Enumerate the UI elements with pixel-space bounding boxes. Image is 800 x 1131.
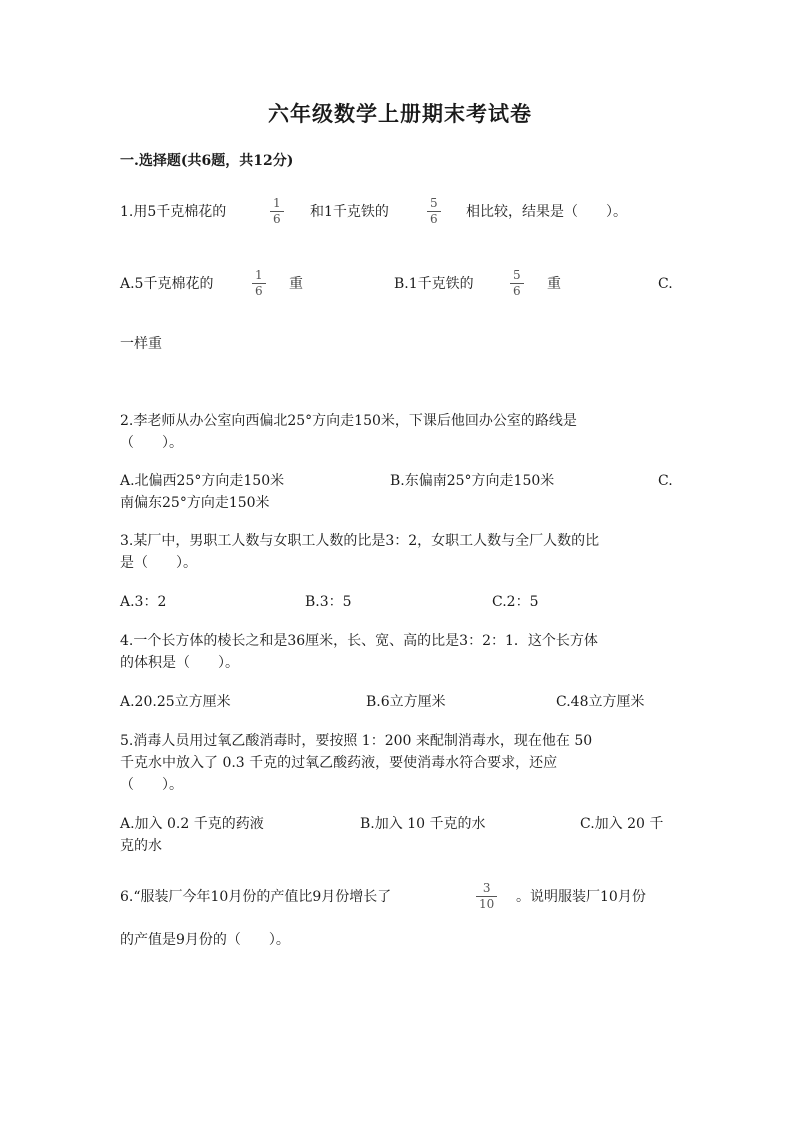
q2-option-a: A.北偏西25°方向走150米 (120, 473, 285, 489)
q5-line-1: 5.消毒人员用过氧乙酸消毒时，要按照 1：200 来配制消毒水，现在他在 50 (120, 733, 593, 749)
q5-option-c-line-2: 克的水 (120, 838, 162, 854)
q5-option-a: A.加入 0.2 千克的药液 (120, 816, 264, 832)
q1-option-c-label: C. (658, 276, 673, 292)
q2-option-c-text: 南偏东25°方向走150米 (120, 495, 270, 511)
q1-option-b-fraction: 5 6 (510, 269, 524, 298)
q2-option-c-label: C. (658, 473, 673, 489)
page-title: 六年级数学上册期末考试卷 (268, 101, 532, 126)
q3-option-a: A.3：2 (120, 594, 167, 610)
q1-option-a-suffix: 重 (289, 276, 303, 292)
q5-line-3: （ ）。 (120, 777, 183, 793)
q4-option-a: A.20.25立方厘米 (120, 694, 231, 710)
q1-option-a-text: A.5千克棉花的 (120, 276, 214, 292)
q4-option-b: B.6立方厘米 (366, 694, 446, 710)
q1-option-b-text: B.1千克铁的 (394, 276, 474, 292)
q5-line-2: 千克水中放入了 0.3 千克的过氧乙酸药液，要使消毒水符合要求，还应 (120, 755, 558, 771)
q1-option-a-fraction: 1 6 (252, 269, 266, 298)
q3-option-c: C.2：5 (492, 594, 539, 610)
q1-text-part2: 和1千克铁的 (310, 204, 389, 220)
q3-line-1: 3.某厂中，男职工人数与女职工人数的比是3：2，女职工人数与全厂人数的比 (120, 533, 600, 549)
q6-line-2: 的产值是9月份的（ ）。 (120, 932, 290, 948)
q2-option-b: B.东偏南25°方向走150米 (390, 473, 555, 489)
q6-text-part2: 。说明服装厂10月份 (516, 889, 646, 905)
q6-text-part1: 6.“服装厂今年10月份的产值比9月份增长了 (120, 889, 392, 905)
q4-option-c: C.48立方厘米 (556, 694, 645, 710)
q4-line-2: 的体积是（ ）。 (120, 655, 239, 671)
q1-fraction-2: 5 6 (427, 197, 441, 226)
q1-text-part3: 相比较，结果是（ ）。 (466, 204, 627, 220)
q5-option-b: B.加入 10 千克的水 (360, 816, 486, 832)
section-heading: 一.选择题(共6题，共12分) (120, 153, 294, 169)
q1-fraction-1: 1 6 (270, 197, 284, 226)
q3-option-b: B.3：5 (305, 594, 352, 610)
q5-option-c-line-1: C.加入 20 千 (580, 816, 664, 832)
q2-line-2: （ ）。 (120, 435, 183, 451)
q1-text-part1: 1.用5千克棉花的 (120, 204, 227, 220)
q1-option-b-suffix: 重 (547, 276, 561, 292)
q1-option-c-text: 一样重 (120, 336, 162, 352)
q6-fraction: 3 10 (476, 882, 497, 911)
q4-line-1: 4.一个长方体的棱长之和是36厘米，长、宽、高的比是3：2：1．这个长方体 (120, 633, 598, 649)
q3-line-2: 是（ ）。 (120, 555, 197, 571)
q2-line-1: 2.李老师从办公室向西偏北25°方向走150米，下课后他回办公室的路线是 (120, 413, 577, 429)
